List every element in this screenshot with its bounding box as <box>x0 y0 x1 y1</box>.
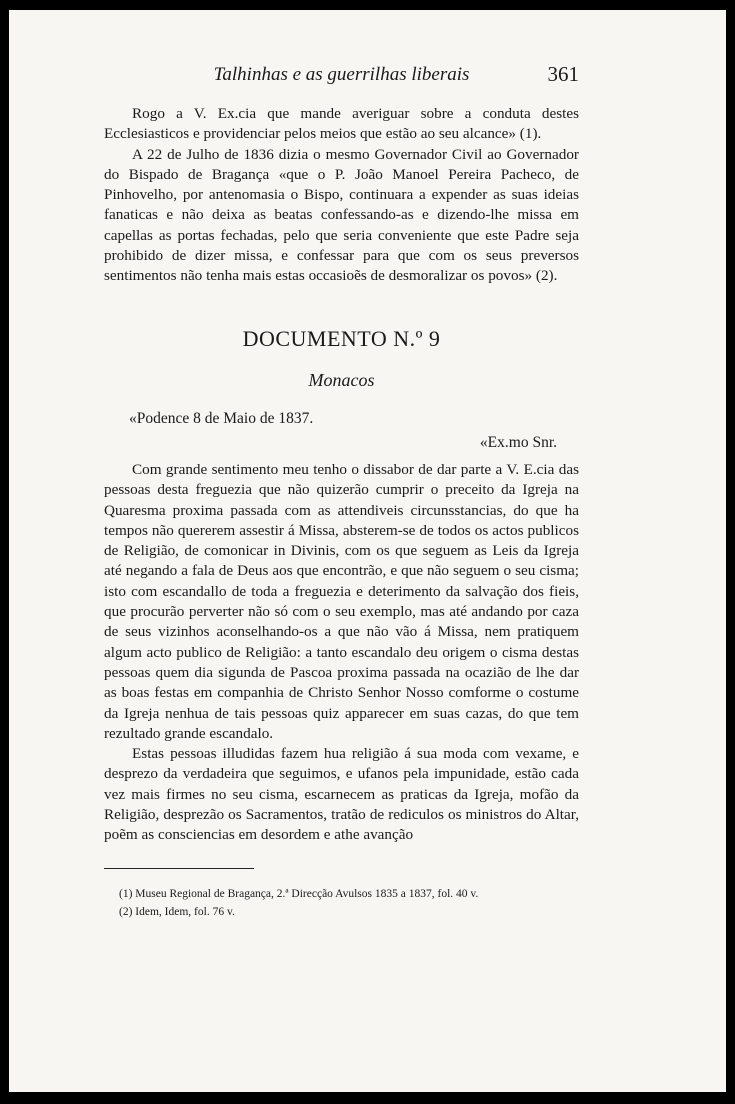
running-title: Talhinhas e as guerrilhas liberais <box>213 64 470 85</box>
book-page <box>9 10 726 1092</box>
running-header <box>104 58 579 92</box>
document-title: DOCUMENTO N.º 9 <box>242 326 441 351</box>
salutation: «Ex.mo Snr. <box>479 434 557 451</box>
place-date: «Podence 8 de Maio de 1837. <box>129 410 314 427</box>
document-subtitle: Monacos <box>308 370 375 390</box>
top-text-block <box>104 104 579 287</box>
paragraph-sentimento: Com grande sentimento meu tenho o dissabor de dar parte a V. E.cia das pessoas desta freguezia que não quizerão cumprir o preceito da Igreja na Quaresma proxima passada com as attendiveis circunsstancias, do que ha tempos não quererem assestir á Missa, absterem-se de todos os actos publicos de Religião, de comonicar in Divinis, com os que seguem as Leis da Igreja até negando a fala de Deus aos que encontrão, e que não seguem o seu cisma; isto com escandallo de toda a freguezia e deterimento da salvação dos fieis, que procurão perverter não só com o seu exemplo, mas até andando por caza de seus vizinhos aconselhando-os a que não vão á Missa, nem pratiquem algum acto publico de Religião: a tanto escandalo deu origem o cisma destas pessoas quem dia sigunda de Pascoa proxima passada na ocazião de lhe dar as boas festas em companhia de Christo Senhor Nosso comforme o costume da Igreja nenhua de tais pessoas quiz apparecer em suas cazas, do que tem rezultado grande escandalo. <box>104 461 579 742</box>
paragraph-illudidas: Estas pessoas illudidas fazem hua religião á sua moda com vexame, e desprezo da verdadeira que seguimos, e ufanos pela impunidade, estão cada vez mais firmes no seu cisma, escarnecem as praticas da Igreja, mofão da Religião, desprezão os Sacramentos, tratão de rediculos os ministros do Altar, poẽm as consciencias em desordem e athe avanção <box>104 745 579 844</box>
footnote-1: (1) Museu Regional de Bragança, 2.ª Direcção Avulsos 1835 a 1837, fol. 40 v. <box>119 888 479 900</box>
page-number: 361 <box>547 62 579 86</box>
paragraph-julho: A 22 de Julho de 1836 dizia o mesmo Governador Civil ao Governador do Bispado de Bragança «que o P. João Manoel Pereira Pacheco, de Pinhovelho, por antenomasia o Bispo, continuara a expender as suas ideias fanaticas e não deixa as beatas confessando-as e dizendo-lhe missa em capellas as portas fechadas, pelo que seria conveniente que este Padre seja prohibido de dizer missa, e confessar para que com os seus preversos sentimentos não tenha mais estas occasioẽs de desmoralizar os povos» (2). <box>104 145 579 285</box>
paragraph-rogo: Rogo a V. Ex.cia que mande averiguar sobre a conduta destes Ecclesiasticos e providenciar pelos meios que estão ao seu alcance» (1). <box>104 105 579 143</box>
footnote-divider <box>104 868 254 869</box>
letter-body <box>104 460 579 846</box>
footnote-2: (2) Idem, Idem, fol. 76 v. <box>119 906 235 918</box>
